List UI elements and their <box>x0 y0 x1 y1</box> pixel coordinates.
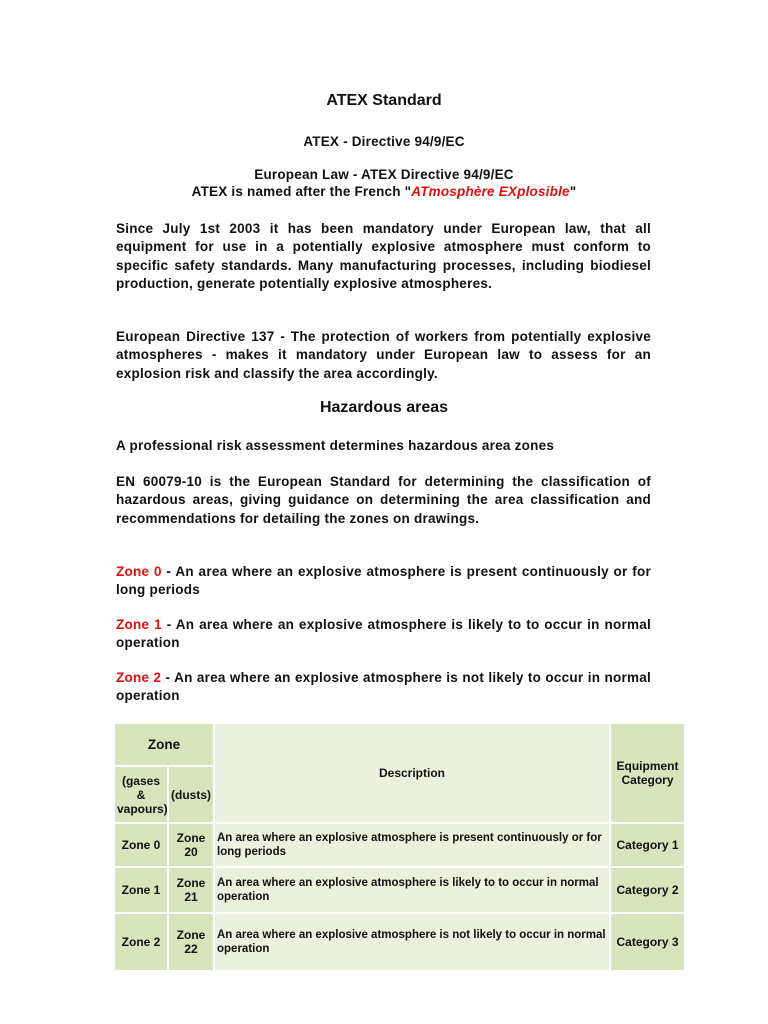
table-row <box>115 824 684 866</box>
header-description: Description <box>215 724 609 822</box>
row-gas-zone: Zone 2 <box>115 914 167 970</box>
row-gas-zone: Zone 1 <box>115 868 167 912</box>
table-row <box>115 868 684 912</box>
header-zone: Zone <box>115 724 213 765</box>
standard-paragraph: EN 60079-10 is the European Standard for determining the classification of hazardous areas, giving guidance on determining the area classification and recommendations for detailing the zones on drawings. <box>116 474 651 526</box>
directive-paragraph: European Directive 137 - The protection of workers from potentially explosive atmospheres - makes it mandatory under European law to assess for an explosion risk and classify the area accordingly. <box>116 329 651 381</box>
page-title: ATEX Standard <box>326 92 442 109</box>
zone-1-paragraph <box>116 616 651 653</box>
header-equipment-category: Equipment Category <box>611 724 684 822</box>
zones-table <box>113 722 686 972</box>
zone-0-text: - An area where an explosive atmosphere is present continuously or for long periods <box>116 564 651 598</box>
zone-0-paragraph <box>116 563 651 600</box>
row-dust-zone: Zone 21 <box>169 868 213 912</box>
row-category: Category 3 <box>611 914 684 970</box>
named-prefix: ATEX is named after the French " <box>191 184 412 199</box>
zone-1-text: - An area where an explosive atmosphere is likely to to occur in normal operation <box>116 617 651 651</box>
header-dusts: (dusts) <box>169 767 213 822</box>
row-category: Category 1 <box>611 824 684 866</box>
intro-paragraph: Since July 1st 2003 it has been mandatory under European law, that all equipment for use in a potentially explosive atmosphere must conform to specific safety standards. Many manufacturing processes, including biodiesel production, generate potentially explosive atmospheres. <box>116 221 651 291</box>
section-title: Hazardous areas <box>319 399 449 416</box>
row-gas-zone: Zone 0 <box>115 824 167 866</box>
zone-2-paragraph <box>116 669 651 706</box>
row-dust-zone: Zone 20 <box>169 824 213 866</box>
zone-2-label: Zone 2 <box>116 670 162 685</box>
named-suffix: " <box>569 184 577 199</box>
row-description: An area where an explosive atmosphere is present continuously or for long periods <box>215 824 609 866</box>
zone-0-label: Zone 0 <box>116 564 162 579</box>
row-description: An area where an explosive atmosphere is likely to to occur in normal operation <box>215 868 609 912</box>
law-line: European Law - ATEX Directive 94/9/EC <box>254 167 514 182</box>
page-subtitle: ATEX - Directive 94/9/EC <box>303 134 465 149</box>
zone-2-text: - An area where an explosive atmosphere is not likely to occur in normal operation <box>116 670 651 704</box>
zone-1-label: Zone 1 <box>116 617 162 632</box>
named-after-line <box>0 184 768 199</box>
row-dust-zone: Zone 22 <box>169 914 213 970</box>
table-row <box>115 914 684 970</box>
row-category: Category 2 <box>611 868 684 912</box>
row-description: An area where an explosive atmosphere is not likely to occur in normal operation <box>215 914 609 970</box>
french-name: ATmosphère EXplosible <box>411 184 570 199</box>
header-gases: (gases & vapours) <box>115 767 167 822</box>
risk-paragraph: A professional risk assessment determines hazardous area zones <box>116 438 555 453</box>
